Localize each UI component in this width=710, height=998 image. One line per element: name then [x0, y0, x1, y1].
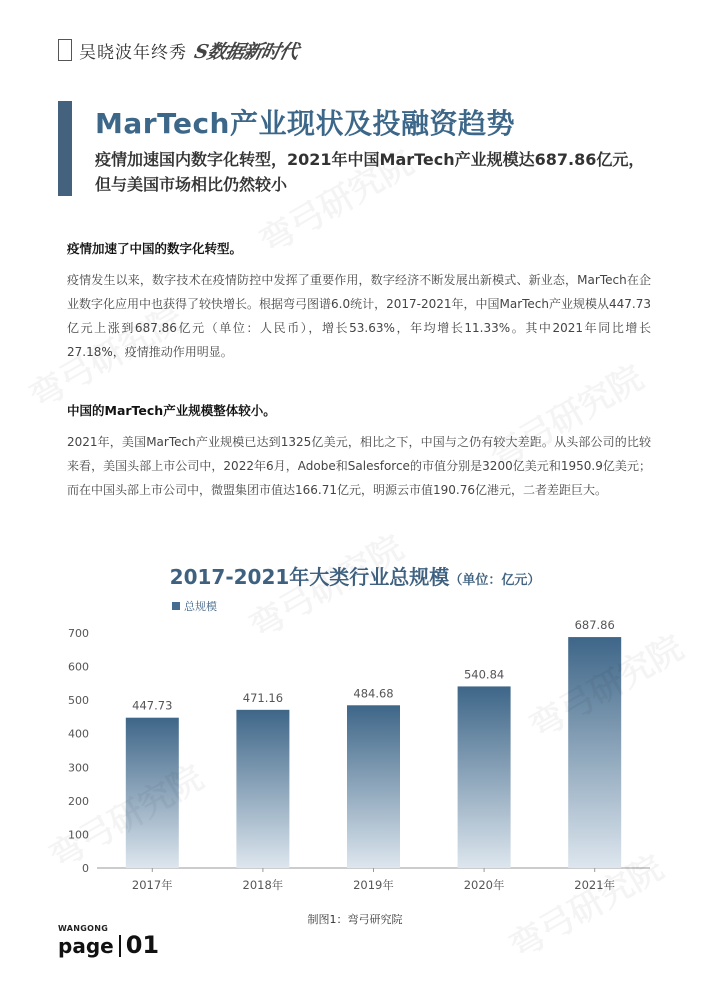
page-footer	[58, 924, 159, 957]
chart-bar	[458, 686, 511, 868]
chart-bar	[347, 705, 400, 868]
x-tick-label: 2017年	[131, 878, 173, 892]
chart-bar	[568, 637, 621, 868]
y-tick-label: 500	[68, 694, 89, 708]
page-subtitle: 疫情加速国内数字化转型，2021年中国MarTech产业规模达687.86亿元，但与美国市场相比仍然较小	[95, 150, 645, 194]
x-tick-label: 2019年	[353, 878, 394, 892]
y-tick-label: 600	[68, 660, 89, 674]
bar-value-label: 540.84	[463, 667, 505, 682]
section-body: 2021年，美国MarTech产业规模已达到1325亿美元，相比之下，中国与之仍有较大差距。从头部公司的比较来看，美国头部上市公司中，2022年6月，Adobe和Salesforce的市值分别是3200亿美元和1950.9亿美元；而在中国头部上市公司中，微盟集团市值达166.71亿元，明源云市值190.76亿港元，二者差距巨大。	[67, 435, 651, 497]
footer-brand: WANGONG	[58, 924, 109, 933]
section-body: 疫情发生以来，数字技术在疫情防控中发挥了重要作用，数字经济不断发展出新模式、新业态，MarTech在企业数字化应用中也获得了较快增长。根据弯弓图谱6.0统计，2017-2021年，中国MarTech产业规模从447.73亿元上涨到687.86亿元（单位：人民币），增长53.63%，年均增长11.33%。其中2021年同比增长27.18%，疫情推动作用明显。	[67, 273, 652, 359]
page-label: page	[58, 934, 114, 958]
chart-bar	[236, 710, 289, 868]
y-tick-label: 300	[68, 761, 89, 775]
y-tick-label: 100	[68, 828, 89, 842]
section-heading: 疫情加速了中国的数字化转型。	[67, 241, 243, 256]
page-separator	[119, 935, 121, 957]
x-tick-label: 2018年	[242, 878, 284, 892]
header-brush-logo: S数据新时代	[192, 40, 300, 63]
chart-title-text: 2017-2021年大类行业总规模	[169, 565, 450, 589]
y-tick-label: 400	[68, 727, 89, 741]
page-number-block	[58, 933, 159, 957]
x-tick-label: 2021年	[574, 878, 616, 892]
page-title: MarTech产业现状及投融资趋势	[95, 107, 515, 140]
bar-value-label: 484.68	[353, 686, 394, 701]
bar-value-label: 447.73	[132, 698, 173, 713]
chart-caption: 制图1：弯弓研究院	[307, 913, 403, 926]
header-title: 吴晓波年终秀	[79, 42, 187, 63]
y-tick-label: 700	[68, 627, 89, 640]
y-tick-label: 200	[68, 794, 89, 808]
bar-value-label: 687.86	[574, 618, 615, 633]
bar-value-label: 471.16	[242, 690, 284, 705]
legend-label: 总规模	[184, 600, 217, 613]
y-tick-label: 0	[82, 862, 89, 875]
chart-title-unit: （单位：亿元）	[449, 573, 541, 588]
page-number: 01	[125, 931, 160, 959]
x-tick-label: 2020年	[463, 878, 505, 892]
chart-bar	[126, 718, 179, 868]
section-heading: 中国的MarTech产业规模整体较小。	[67, 403, 276, 418]
